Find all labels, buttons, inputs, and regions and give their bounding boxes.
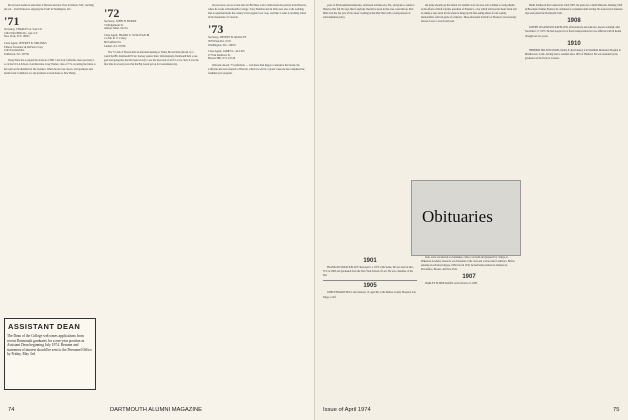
page-number: 74 bbox=[8, 407, 15, 413]
obituaries-banner bbox=[411, 180, 521, 256]
class-notes-text: the Army should pay his tuition at Columbia Law but also will continue to swing thanks to the efforts of Rick Carruth, president of Eleanor's, a bar which will bear his heart. Rick will be taking a step down in life when he hangs up his fine-tuning duties for the sounds, memorabilia, and bad garbs of a historic. Those interested in Rick's or Eleanor's can seriously discuss it over a scotch and soda. bbox=[421, 4, 517, 24]
class-year-label: 1907 bbox=[462, 274, 476, 281]
class-year-heading: '73 bbox=[208, 22, 224, 37]
class-notes-column-2 bbox=[104, 4, 200, 404]
obituary-text: DARLEY ELMER MANN, born October 21, 1885 bbox=[425, 282, 478, 286]
class-notes-text: bid, however, serves as best man for Bill Shea. Jack Collins made the journey from Hanover, where he works at Dartmouth's College. Tracy Barnhart and Al Zinn were also at the wedding. Dan Cooperman heads the country's first organic food coop, and Marc Levine is teaching school in the mountains of Colorado. bbox=[208, 4, 307, 20]
class-year-label: 1901 bbox=[363, 258, 377, 264]
obituary-text: Jack, as he was known to classmates, came to us from and prepared by college at Pinkerton Academy where he was President of the class and a letter man in athletics. Before entering an advanced degree at Harvard in 1910, he had held positions in business in Providence, Boston, and New York. bbox=[421, 256, 515, 272]
ad-title: ASSISTANT DEAN bbox=[8, 322, 81, 331]
class-notes-text: years of Environmental Industries, self-based at Pensacola, Fla., and plans to return to Hanover this fall. He says that if anybody should be down in that area, look him up. Bob Mills is in the last year of his career working in the Mid-West with a strong interest in environmental policy. bbox=[323, 4, 415, 20]
obituaries-title: Obituaries bbox=[422, 207, 493, 226]
class-notes-column-4 bbox=[323, 4, 417, 180]
class-notes-column-1 bbox=[4, 4, 96, 316]
class-notes-text: Welcome aboard, '73 staffs/hour — I am more than happy to announce that Susan, the California kid, has returned to Hanover, which we will be a proud 'cause me has completed the freshman year program. bbox=[208, 63, 305, 76]
class-secretary-info: Secretary, CHARLES A. SACCO 1202 Wind Hills Dr., Apt. 6-F New York, N.Y. 10025 bbox=[4, 28, 42, 39]
class-agent-info: Class Agent, JAMES L. ALLEN 27 East Rainbow St. Boston Hill, N.Y. 10516 bbox=[208, 50, 245, 61]
class-agent-info: Class Agent, FRANK E. SULLIVAN JR c/o Mr. R. V. Cleary 86 Eastfield St. Linden, N.J. 07036 bbox=[104, 33, 150, 48]
ad-body: The Dean of the College welcomes applications from recent Dartmouth graduates for a one-year position as Assistant Dean beginning July 1974. Resume and statement of interest should be sent to the Personnel Office by Friday, May 3rd. bbox=[7, 334, 92, 357]
class-notes-text: The '72 club of Boston held an informal meeting at Walter Brown Rink (Room 1) to watch the BU-Dartmouth ECAC hockey quarter final. Unfortunately, Dartmouth held a one-goal lead going into the third period only to see the short end of an 8-5 score. Still, it was the first time in several years that the Big Green got up for tournament play. bbox=[104, 51, 199, 67]
class-notes-column-3 bbox=[208, 4, 308, 404]
class-agent-info: Class Agent, JEFFREY R. MELINKS Elmore Treasurer & DeFevre Corp 1445 Portland Rd. Fairhaven, N.J. 28750 bbox=[4, 41, 47, 56]
class-year-heading: '71 bbox=[4, 14, 20, 29]
class-notes-text: his doctoral studies in education at Harvard and now lives in Warren, N.H., teaching ski sch ... Paul Dickson is enjoying the 'brain' in Washington, D.C. bbox=[4, 4, 94, 12]
assistant-dean-ad bbox=[4, 318, 96, 390]
obituaries-column-1 bbox=[323, 256, 417, 404]
obituaries-column-3 bbox=[525, 4, 623, 404]
obituaries-column-2 bbox=[421, 256, 517, 404]
issue-date: Issue of April 1974 bbox=[323, 407, 371, 413]
right-page bbox=[314, 0, 628, 420]
class-notes-column-5 bbox=[421, 4, 517, 176]
obituary-text: Hollis Nashua in the Connecticut. Until 1907, his plans for a small Missoula. Retiring 1956 in Brooklyn, Nashua Federal, he continued as consultant until retiring. He took several business trips and joined the Dartmouth Club. bbox=[525, 4, 623, 16]
obituary-text: JOSEPH LELAND ROCKAFELLER, affectionately and educator, known as Ralph, died November 17, 1973. He had stopped to be fixed transportation but was afflicted with ill health through last two years. bbox=[525, 26, 622, 38]
class-year-label: 1908 bbox=[567, 18, 581, 25]
magazine-title: DARTMOUTH ALUMNI MAGAZINE bbox=[110, 407, 203, 413]
obituary-text: HERBERT MILTON WOOD, finally 8, died January 4 in Windham Memorial Hospital in Middletown, Conn., having been a resident since 1935 of Hartford. He was attended by his graduates on the Ports to Corners. bbox=[525, 48, 621, 60]
class-secretary-info: Secretary, DENNIS H. QUIGLEY 3079 Park Rd., N.W. Washington, D.C. 20010 bbox=[208, 36, 247, 47]
page-number: 75 bbox=[613, 407, 620, 413]
class-year-label: 1910 bbox=[567, 40, 581, 47]
class-year-label: 1905 bbox=[363, 283, 377, 290]
obituary-text: FRANKLIN MOON KELLEY died April 11, 1973 at his home. He was born in Ilex, N.Y. in 1883 and graduated from the New York School of Law. He was a member of the Bar. bbox=[323, 266, 414, 278]
class-notes-text: Doug Tabor has occupied the obstacle of Hill 't and is in California, more precisely I. A. in the UCLA School of Architecture. Greg Yasmer, class of 71's, is putting the finale to his team on the threshold of the boulders. When the last tour leaves, will graduates next month from Columbia Law and promises to head home to New Hamp. bbox=[4, 59, 96, 75]
class-year-heading: '72 bbox=[104, 6, 120, 20]
divider bbox=[323, 280, 417, 281]
obituary-text: JOHN EDWARD HULL died January 13, aged 90, at the Balboa County Hospital, San Diego, Calif. bbox=[323, 291, 416, 299]
class-secretary-info: Secretary, JOHN H. BURKE 74 Ridgemont St. Albion, Mass. 02134 bbox=[104, 20, 137, 31]
